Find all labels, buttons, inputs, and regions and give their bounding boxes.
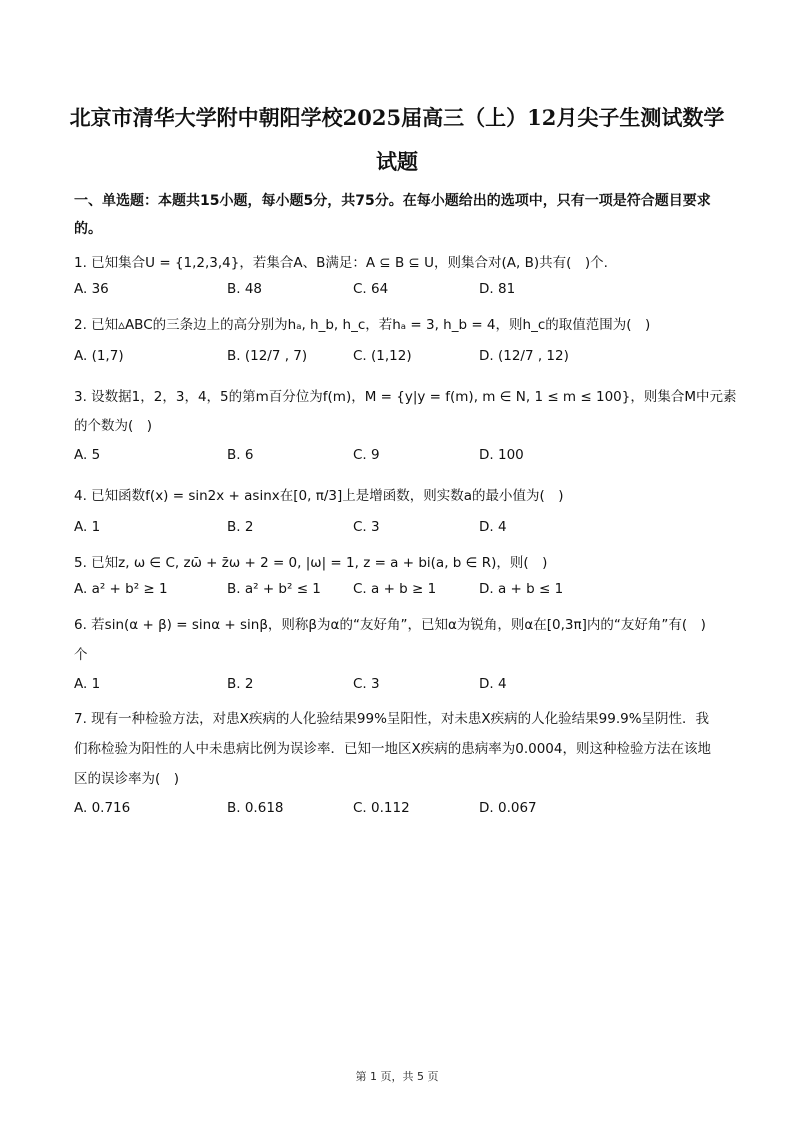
option-c: C. 3 — [353, 676, 380, 692]
option-b: B. 2 — [227, 519, 254, 535]
option-a: A. 1 — [74, 676, 101, 692]
option-b: B. 6 — [227, 447, 254, 463]
page-title-continued: 试题 — [376, 149, 418, 174]
question-4-text: 4. 已知函数f(x) = sin2x + asinx在[0, π/3]上是增函数，则实数a的最小值为( ) — [74, 488, 564, 504]
question-7-text-continued: 们称检验为阳性的人中未患病比例为误诊率．已知一地区X疾病的患病率为0.0004，则这种检验方法在该地 — [74, 741, 711, 757]
option-a: A. a² + b² ≥ 1 — [74, 581, 168, 597]
option-d: D. (12/7 , 12) — [479, 348, 569, 364]
option-b: B. 2 — [227, 676, 254, 692]
question-6-options — [74, 676, 734, 696]
option-d: D. a + b ≤ 1 — [479, 581, 564, 597]
question-7-text: 7. 现有一种检验方法，对患X疾病的人化验结果99%呈阳性，对未患X疾病的人化验结果99.9%呈阴性．我 — [74, 711, 710, 727]
option-b: B. 48 — [227, 281, 263, 297]
option-d: D. 100 — [479, 447, 524, 463]
question-2-options — [74, 348, 734, 368]
option-b: B. 0.618 — [227, 800, 284, 816]
option-a: A. (1,7) — [74, 348, 124, 364]
question-5-text: 5. 已知z, ω ∈ C, zω̄ + z̄ω + 2 = 0, |ω| = 1, z = a + bi(a, b ∈ R)，则( ) — [74, 555, 548, 571]
option-c: C. (1,12) — [353, 348, 412, 364]
option-b: B. a² + b² ≤ 1 — [227, 581, 321, 597]
question-1-options — [74, 281, 734, 301]
option-b: B. (12/7 , 7) — [227, 348, 308, 364]
question-7-text-continued-2: 区的误诊率为( ) — [74, 771, 180, 787]
option-d: D. 4 — [479, 676, 507, 692]
option-c: C. 9 — [353, 447, 380, 463]
question-2-text: 2. 已知▵ABC的三条边上的高分别为hₐ, h_b, h_c，若hₐ = 3, h_b = 4，则h_c的取值范围为( ) — [74, 317, 651, 333]
option-c: C. 64 — [353, 281, 389, 297]
option-c: C. 0.112 — [353, 800, 410, 816]
question-1-text: 1. 已知集合U = {1,2,3,4}，若集合A、B满足：A ⊆ B ⊆ U，则集合对(A, B)共有( )个. — [74, 255, 608, 271]
option-a: A. 36 — [74, 281, 109, 297]
page-footer: 第 1 页，共 5 页 — [355, 1070, 439, 1083]
option-c: C. 3 — [353, 519, 380, 535]
option-a: A. 1 — [74, 519, 101, 535]
option-c: C. a + b ≥ 1 — [353, 581, 437, 597]
question-3-options — [74, 447, 734, 467]
question-4-options — [74, 519, 734, 539]
option-d: D. 4 — [479, 519, 507, 535]
question-6-text: 6. 若sin(α + β) = sinα + sinβ，则称β为α的“友好角”，已知α为锐角，则α在[0,3π]内的“友好角”有( ) — [74, 617, 706, 633]
page-title: 北京市清华大学附中朝阳学校2025届高三（上）12月尖子生测试数学 — [69, 105, 725, 130]
option-a: A. 5 — [74, 447, 101, 463]
question-5-options — [74, 581, 734, 601]
section-heading: 一、单选题：本题共15小题，每小题5分，共75分。在每小题给出的选项中，只有一项是符合题目要求的。 — [74, 193, 711, 237]
question-7-options — [74, 800, 734, 820]
option-a: A. 0.716 — [74, 800, 131, 816]
question-3-text-continued: 的个数为( ) — [74, 418, 153, 434]
question-6-text-continued: 个 — [74, 647, 88, 663]
option-d: D. 0.067 — [479, 800, 537, 816]
option-d: D. 81 — [479, 281, 516, 297]
question-3-text: 3. 设数据1，2，3，4，5的第m百分位为f(m)，M = {y|y = f(m), m ∈ N, 1 ≤ m ≤ 100}，则集合M中元素 — [74, 389, 737, 405]
